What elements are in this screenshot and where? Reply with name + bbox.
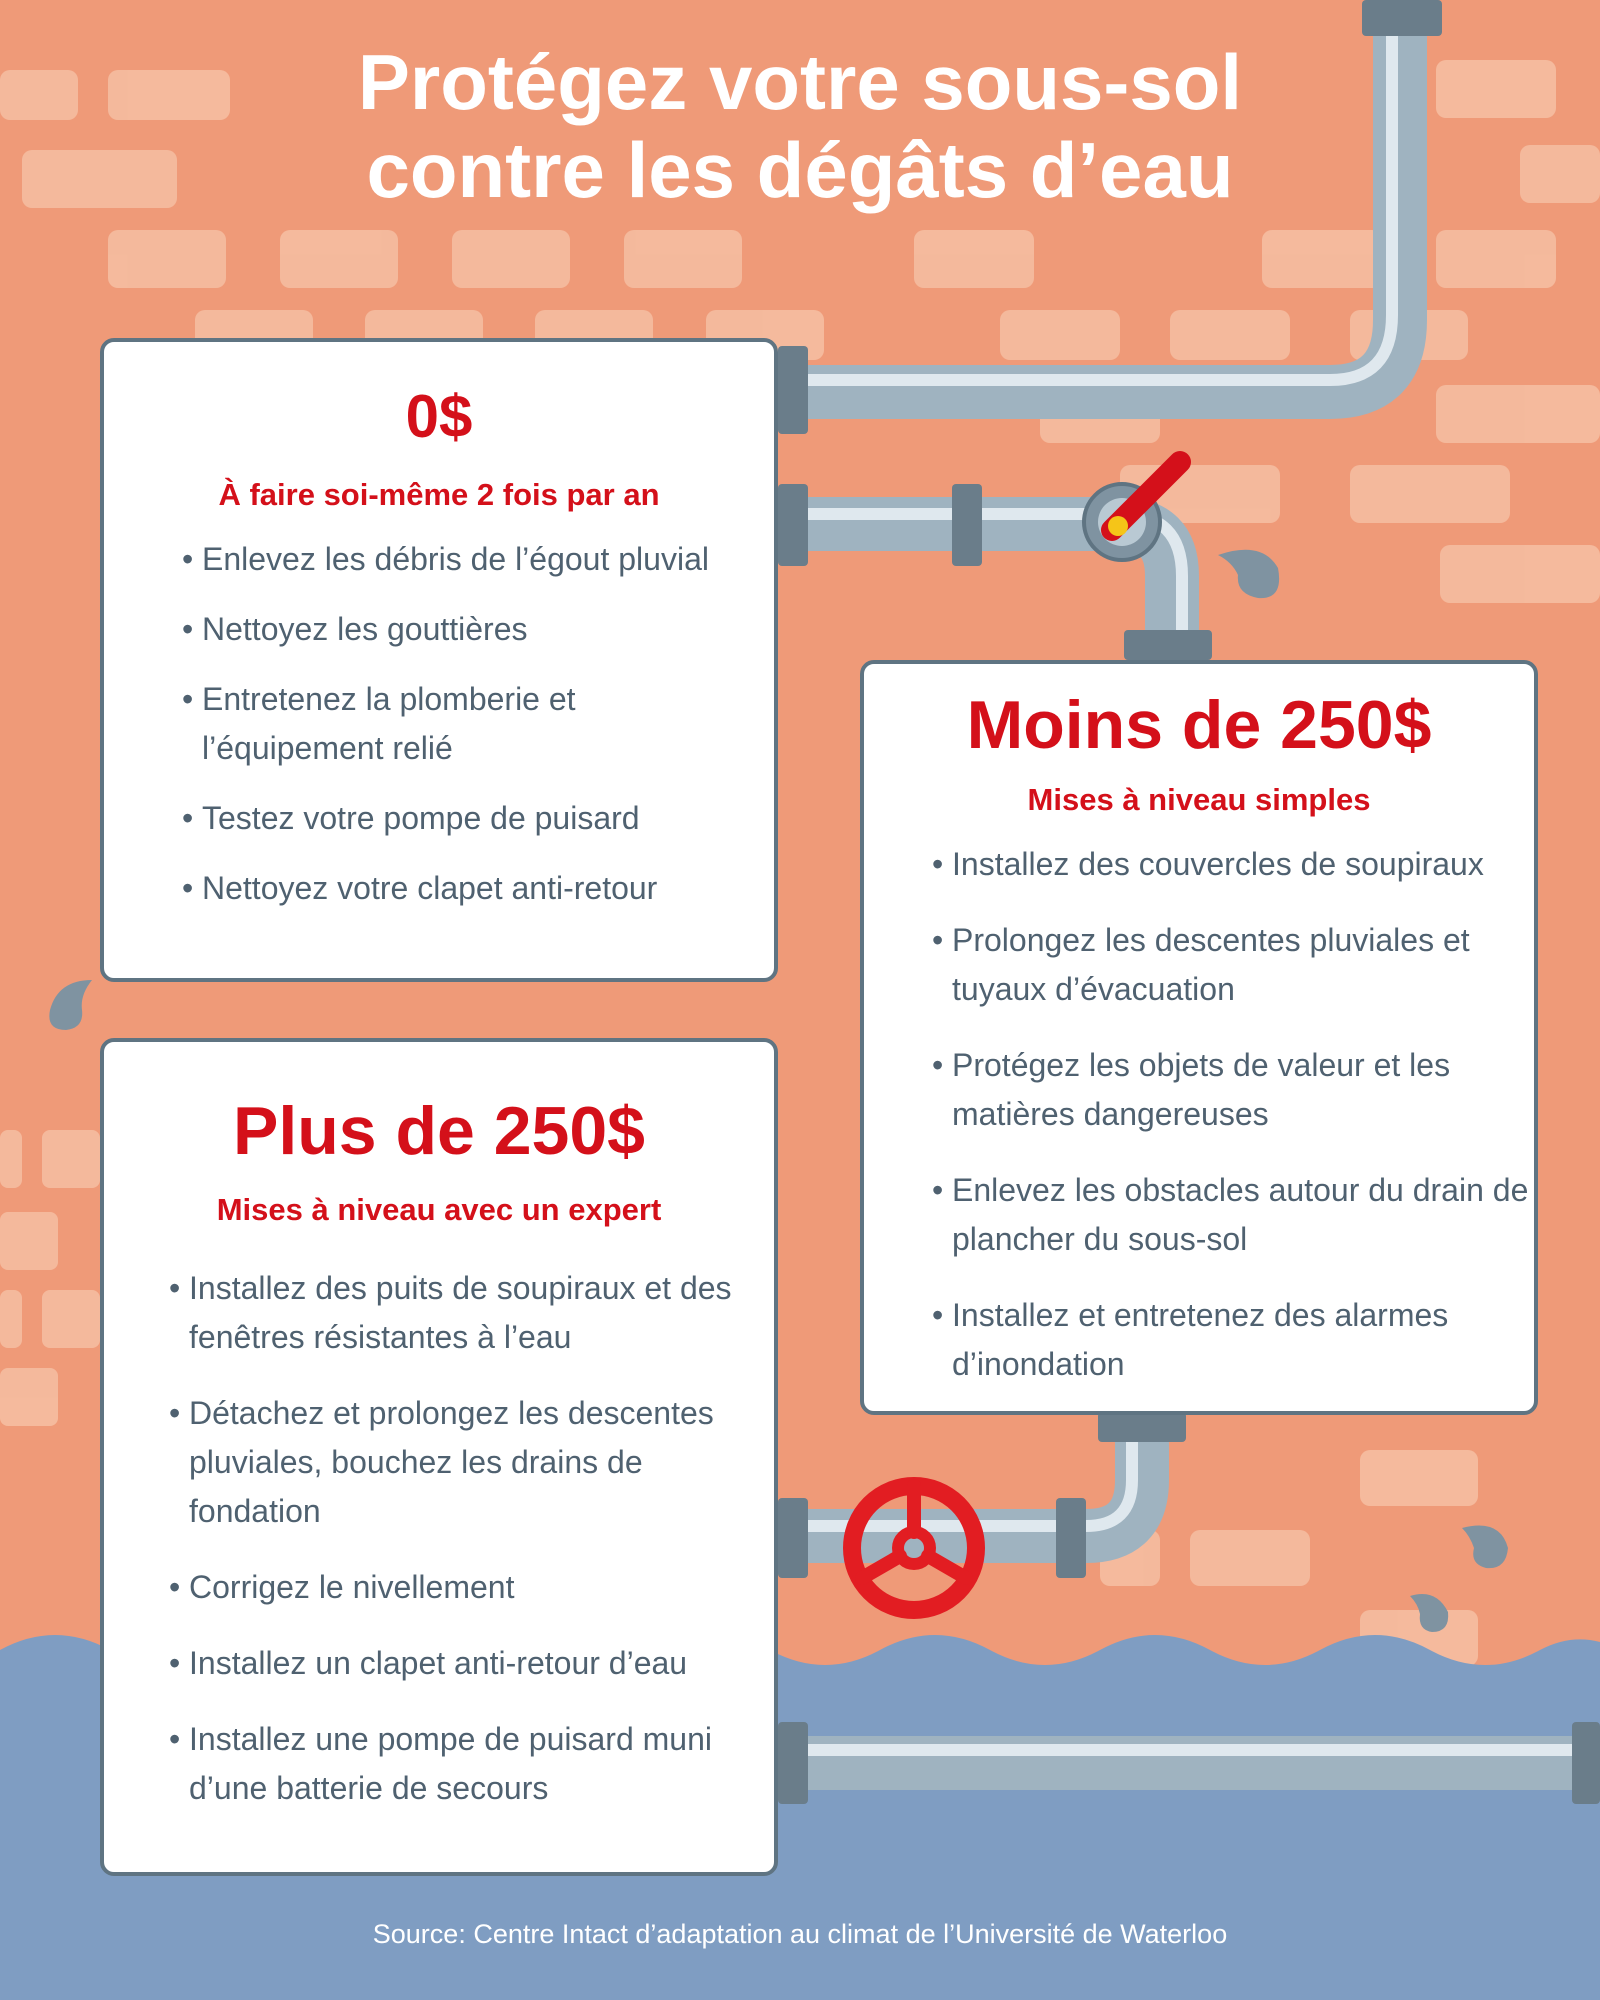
list-item-text: • Installez des couvercles de soupiraux <box>952 846 1484 882</box>
card-price: Plus de 250$ <box>232 1093 646 1169</box>
list-item <box>932 840 1532 889</box>
list-item-text: • Détachez et prolongez les descentes pluviales, bouchez les drains de fondation <box>189 1395 714 1529</box>
list-item <box>932 1041 1532 1139</box>
list-item <box>169 1563 769 1612</box>
list-item-text: • Entretenez la plomberie et l’équipement relié <box>202 681 576 766</box>
list-item-text: • Prolongez les descentes pluviales et tuyaux d’évacuation <box>952 922 1470 1007</box>
card-free-tasks <box>100 338 778 982</box>
card-subtitle: Mises à niveau simples <box>1027 782 1371 817</box>
card-subtitle: Mises à niveau avec un expert <box>216 1192 662 1227</box>
card-price: Moins de 250$ <box>966 687 1432 763</box>
list-item-text: • Protégez les objets de valeur et les matières dangereuses <box>952 1047 1451 1132</box>
list-item-text: • Installez un clapet anti-retour d’eau <box>189 1645 688 1681</box>
list-item <box>182 864 762 913</box>
list-item <box>932 1166 1532 1264</box>
card-price: 0$ <box>405 383 473 450</box>
list-item <box>182 535 762 584</box>
list-item <box>182 675 762 773</box>
list-item-text: • Enlevez les obstacles autour du drain de plancher du sous-sol <box>952 1172 1529 1257</box>
page-title-line-1: Protégez votre sous-sol <box>357 38 1243 126</box>
list-item <box>169 1715 769 1813</box>
task-list <box>169 1264 769 1813</box>
list-item <box>169 1639 769 1688</box>
list-item-text: • Nettoyez les gouttières <box>202 611 528 647</box>
list-item-text: • Testez votre pompe de puisard <box>202 800 640 836</box>
list-item <box>932 1291 1532 1389</box>
list-item-text: • Nettoyez votre clapet anti-retour <box>202 870 658 906</box>
card-under-250 <box>860 660 1538 1415</box>
card-subtitle: À faire soi-même 2 fois par an <box>218 477 660 512</box>
page-title-line-2: contre les dégâts d’eau <box>366 126 1234 214</box>
source-credit: Source: Centre Intact d’adaptation au climat de l’Université de Waterloo <box>372 1919 1228 1949</box>
page-title <box>0 38 1600 214</box>
list-item-text: • Corrigez le nivellement <box>189 1569 515 1605</box>
list-item-text: • Enlevez les débris de l’égout pluvial <box>202 541 709 577</box>
list-item <box>182 605 762 654</box>
list-item <box>932 916 1532 1014</box>
list-item-text: • Installez une pompe de puisard muni d’une batterie de secours <box>189 1721 712 1806</box>
task-list <box>182 535 762 913</box>
list-item <box>182 794 762 843</box>
list-item-text: • Installez et entretenez des alarmes d’inondation <box>952 1297 1449 1382</box>
list-item <box>169 1264 769 1362</box>
task-list <box>932 840 1532 1389</box>
card-over-250 <box>100 1038 778 1876</box>
list-item-text: • Installez des puits de soupiraux et des fenêtres résistantes à l’eau <box>189 1270 732 1355</box>
list-item <box>169 1389 769 1536</box>
